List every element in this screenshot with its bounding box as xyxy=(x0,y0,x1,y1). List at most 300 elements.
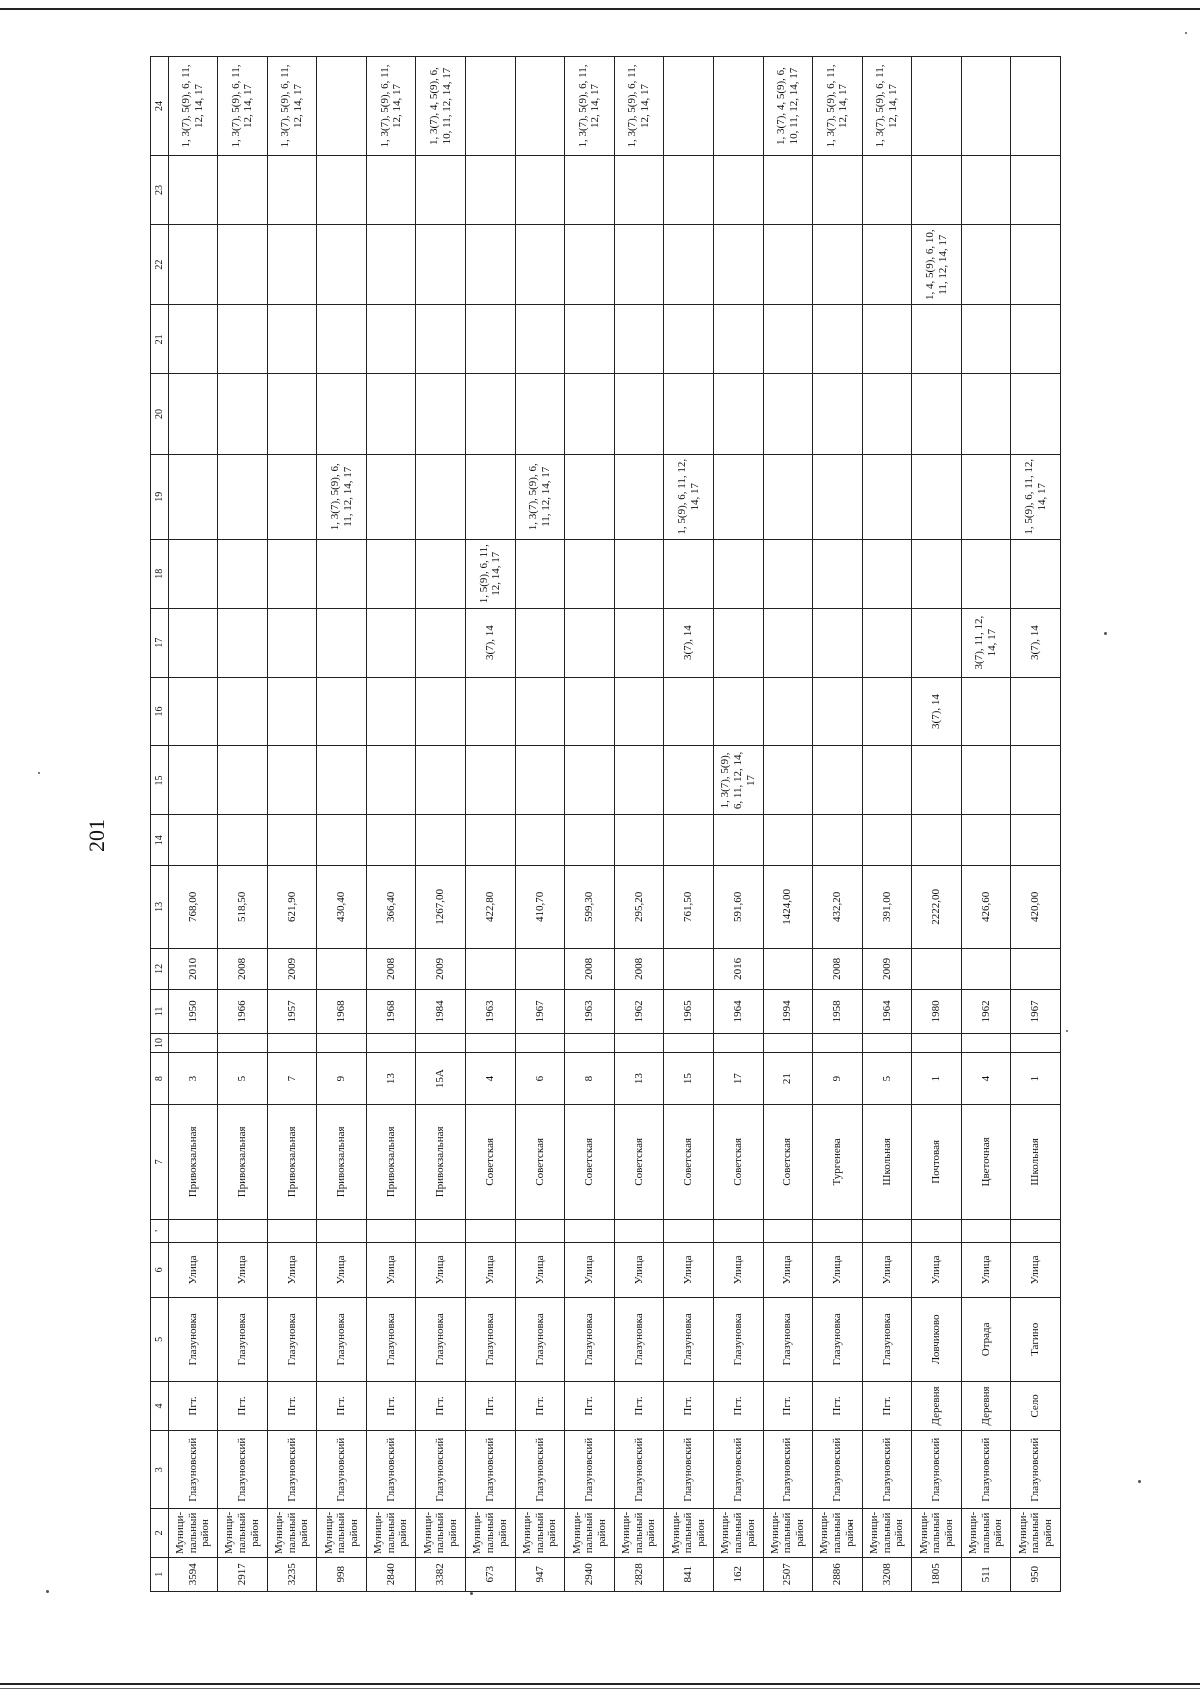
table-cell: 13 xyxy=(614,1053,664,1105)
table-cell xyxy=(1011,374,1061,454)
table-cell: Муници-пальный район xyxy=(813,1509,863,1557)
table-cell xyxy=(366,539,416,608)
table-cell: Пгт. xyxy=(862,1381,912,1430)
table-cell xyxy=(466,677,516,746)
table-cell: Муници-пальный район xyxy=(713,1509,763,1557)
table-cell xyxy=(317,815,367,866)
table-cell xyxy=(961,815,1011,866)
table-cell xyxy=(1011,746,1061,815)
table-cell: 4 xyxy=(466,1053,516,1105)
table-cell xyxy=(862,454,912,539)
table-cell xyxy=(565,746,615,815)
table-cell xyxy=(267,815,317,866)
table-cell xyxy=(813,608,863,677)
table-cell: Муници-пальный район xyxy=(1011,1509,1061,1557)
table-cell: 2886 xyxy=(813,1557,863,1591)
table-cell xyxy=(218,746,268,815)
table-cell xyxy=(813,156,863,225)
table-cell xyxy=(466,1033,516,1053)
table-cell: Улица xyxy=(713,1242,763,1297)
table-cell: 1, 5(9), 6, 11, 12, 14, 17 xyxy=(664,454,714,539)
table-cell: Привокзальная xyxy=(218,1104,268,1219)
table-cell: Глазуновский xyxy=(168,1431,218,1509)
table-cell: Глазуновский xyxy=(466,1431,516,1509)
table-cell xyxy=(366,156,416,225)
table-cell: 1962 xyxy=(961,990,1011,1034)
table-cell: Село xyxy=(1011,1381,1061,1430)
table-cell: 1965 xyxy=(664,990,714,1034)
table-cell xyxy=(664,539,714,608)
table-cell xyxy=(961,305,1011,374)
table-cell: 1, 3(7), 5(9), 6, 11, 12, 14, 17 xyxy=(515,454,565,539)
table-cell xyxy=(961,57,1011,156)
table-cell: Пгт. xyxy=(366,1381,416,1430)
table-cell: Советская xyxy=(664,1104,714,1219)
table-cell xyxy=(614,608,664,677)
table-cell: Почтовая xyxy=(912,1104,962,1219)
table-cell: Привокзальная xyxy=(416,1104,466,1219)
table-cell: Улица xyxy=(168,1242,218,1297)
table-cell: 1963 xyxy=(565,990,615,1034)
table-cell xyxy=(317,156,367,225)
table-row xyxy=(267,57,317,1592)
table-cell: 3235 xyxy=(267,1557,317,1591)
table-cell: Глазуновка xyxy=(168,1297,218,1381)
table-cell xyxy=(961,224,1011,304)
table-cell xyxy=(1011,156,1061,225)
table-cell: 591,60 xyxy=(713,865,763,948)
table-cell xyxy=(168,677,218,746)
table-cell: 9 xyxy=(813,1053,863,1105)
table-cell: Пгт. xyxy=(565,1381,615,1430)
table-cell: 511 xyxy=(961,1557,1011,1591)
table-cell xyxy=(366,815,416,866)
table-cell: Глазуновский xyxy=(1011,1431,1061,1509)
table-cell xyxy=(961,539,1011,608)
table-cell: 1, 5(9), 6, 11, 12, 14, 17 xyxy=(466,539,516,608)
table-cell xyxy=(565,454,615,539)
table-cell xyxy=(614,374,664,454)
table-cell xyxy=(813,305,863,374)
column-number-cell: 17 xyxy=(151,608,169,677)
table-cell: 5 xyxy=(218,1053,268,1105)
table-cell xyxy=(813,746,863,815)
table-cell xyxy=(416,1033,466,1053)
table-cell: 2940 xyxy=(565,1557,615,1591)
table-cell: 1967 xyxy=(1011,990,1061,1034)
scan-speck xyxy=(1066,1030,1068,1032)
table-cell xyxy=(267,224,317,304)
table-cell: 1, 3(7), 5(9), 6, 11, 12, 14, 17 xyxy=(267,57,317,156)
table-cell xyxy=(813,815,863,866)
table-cell: Улица xyxy=(664,1242,714,1297)
table-cell: Улица xyxy=(366,1242,416,1297)
table-cell xyxy=(912,1219,962,1242)
table-cell xyxy=(267,539,317,608)
bottom-rule xyxy=(0,1683,1200,1685)
table-cell xyxy=(961,374,1011,454)
table-cell xyxy=(168,224,218,304)
table-cell xyxy=(267,374,317,454)
table-cell: Муници-пальный район xyxy=(168,1509,218,1557)
column-number-cell: 10 xyxy=(151,1033,169,1053)
table-cell: 2009 xyxy=(862,948,912,989)
table-cell xyxy=(317,374,367,454)
table-cell: 1, 4, 5(9), 6, 10, 11, 12, 14, 17 xyxy=(912,224,962,304)
table-cell: 3594 xyxy=(168,1557,218,1591)
table-row xyxy=(1011,57,1061,1592)
table-cell xyxy=(218,1033,268,1053)
table-cell xyxy=(416,539,466,608)
table-cell: Муници-пальный район xyxy=(614,1509,664,1557)
table-cell: Привокзальная xyxy=(366,1104,416,1219)
table-cell xyxy=(961,156,1011,225)
table-cell xyxy=(565,1219,615,1242)
table-cell: 599,30 xyxy=(565,865,615,948)
table-cell: Школьная xyxy=(1011,1104,1061,1219)
table-cell xyxy=(218,374,268,454)
table-cell xyxy=(366,608,416,677)
column-number-cell: 18 xyxy=(151,539,169,608)
table-cell xyxy=(317,608,367,677)
table-cell: Пгт. xyxy=(267,1381,317,1430)
table-cell: Советская xyxy=(614,1104,664,1219)
table-cell xyxy=(713,608,763,677)
table-cell xyxy=(664,1033,714,1053)
table-cell xyxy=(1011,224,1061,304)
table-cell: 8 xyxy=(565,1053,615,1105)
table-cell xyxy=(466,454,516,539)
table-cell xyxy=(961,746,1011,815)
table-cell: Пгт. xyxy=(713,1381,763,1430)
table-cell: 1964 xyxy=(862,990,912,1034)
table-row xyxy=(664,57,714,1592)
table-cell: Привокзальная xyxy=(317,1104,367,1219)
table-cell: 1, 3(7), 5(9), 6, 11, 12, 14, 17 xyxy=(813,57,863,156)
column-number-cell: 13 xyxy=(151,865,169,948)
table-cell: Улица xyxy=(466,1242,516,1297)
table-cell xyxy=(267,1219,317,1242)
table-cell: Советская xyxy=(763,1104,813,1219)
table-cell xyxy=(218,156,268,225)
table-cell xyxy=(813,374,863,454)
table-cell: 295,20 xyxy=(614,865,664,948)
table-cell: Глазуновка xyxy=(317,1297,367,1381)
table-cell xyxy=(515,608,565,677)
table-cell: Глазуновский xyxy=(763,1431,813,1509)
table-cell xyxy=(713,57,763,156)
table-cell xyxy=(565,224,615,304)
table-cell: 768,00 xyxy=(168,865,218,948)
table-cell: Глазуновский xyxy=(565,1431,615,1509)
table-cell xyxy=(466,815,516,866)
table-cell: 3(7), 14 xyxy=(664,608,714,677)
table-cell: 1950 xyxy=(168,990,218,1034)
scan-speck xyxy=(38,772,40,774)
table-cell: 950 xyxy=(1011,1557,1061,1591)
top-rule xyxy=(0,8,1200,10)
table-cell: 3 xyxy=(168,1053,218,1105)
table-cell xyxy=(168,815,218,866)
table-cell xyxy=(763,815,813,866)
table-cell xyxy=(961,1219,1011,1242)
table-cell: 162 xyxy=(713,1557,763,1591)
table-cell: 2008 xyxy=(614,948,664,989)
table-cell xyxy=(168,305,218,374)
table-cell xyxy=(862,815,912,866)
table-row xyxy=(366,57,416,1592)
table-cell: Пгт. xyxy=(168,1381,218,1430)
table-cell: 1967 xyxy=(515,990,565,1034)
table-cell xyxy=(565,1033,615,1053)
table-cell xyxy=(416,224,466,304)
table-cell: 1, 5(9), 6, 11, 12, 14, 17 xyxy=(1011,454,1061,539)
table-cell xyxy=(664,948,714,989)
table-cell xyxy=(168,608,218,677)
column-number-cell: 1 xyxy=(151,1557,169,1591)
table-cell xyxy=(713,539,763,608)
table-cell: Глазуновский xyxy=(862,1431,912,1509)
table-cell xyxy=(267,677,317,746)
register-table-body xyxy=(151,57,1061,1592)
column-number-cell: ' xyxy=(151,1219,169,1242)
table-row xyxy=(763,57,813,1592)
table-cell: 1, 3(7), 5(9), 6, 11, 12, 14, 17 xyxy=(366,57,416,156)
table-cell xyxy=(713,224,763,304)
table-cell xyxy=(267,305,317,374)
table-cell: Глазуновка xyxy=(416,1297,466,1381)
table-cell: Улица xyxy=(565,1242,615,1297)
table-cell: Пгт. xyxy=(466,1381,516,1430)
table-cell: 3(7), 14 xyxy=(1011,608,1061,677)
column-number-cell: 24 xyxy=(151,57,169,156)
table-cell: Улица xyxy=(317,1242,367,1297)
table-cell: 761,50 xyxy=(664,865,714,948)
table-cell: Глазуновский xyxy=(912,1431,962,1509)
table-cell xyxy=(862,1033,912,1053)
table-cell xyxy=(664,677,714,746)
table-cell: 1984 xyxy=(416,990,466,1034)
table-cell: Муници-пальный район xyxy=(317,1509,367,1557)
table-cell xyxy=(218,608,268,677)
table-cell: Пгт. xyxy=(317,1381,367,1430)
scan-speck xyxy=(1104,632,1107,635)
table-cell: 15 xyxy=(664,1053,714,1105)
table-cell: Муници-пальный район xyxy=(912,1509,962,1557)
table-cell: 1 xyxy=(1011,1053,1061,1105)
table-row xyxy=(565,57,615,1592)
table-cell xyxy=(1011,305,1061,374)
table-cell: Глазуновский xyxy=(614,1431,664,1509)
table-cell: 7 xyxy=(267,1053,317,1105)
table-cell xyxy=(763,539,813,608)
table-cell xyxy=(862,539,912,608)
table-row xyxy=(862,57,912,1592)
rotated-table-wrapper xyxy=(150,56,1061,1592)
table-cell xyxy=(862,1219,912,1242)
table-cell: Глазуновка xyxy=(515,1297,565,1381)
table-cell: 1, 3(7), 5(9), 6, 11, 12, 14, 17 xyxy=(218,57,268,156)
table-cell: 21 xyxy=(763,1053,813,1105)
table-cell xyxy=(218,539,268,608)
table-cell xyxy=(664,57,714,156)
table-cell xyxy=(466,156,516,225)
column-number-cell: 3 xyxy=(151,1431,169,1509)
table-cell xyxy=(813,677,863,746)
table-cell: Ловчиково xyxy=(912,1297,962,1381)
table-cell xyxy=(366,1219,416,1242)
table-cell: Муници-пальный район xyxy=(515,1509,565,1557)
table-cell xyxy=(614,677,664,746)
table-cell xyxy=(912,57,962,156)
table-cell: 2828 xyxy=(614,1557,664,1591)
table-cell: 1963 xyxy=(466,990,516,1034)
table-cell xyxy=(713,815,763,866)
table-cell xyxy=(267,1033,317,1053)
table-cell xyxy=(912,156,962,225)
table-cell xyxy=(466,305,516,374)
table-cell: 366,40 xyxy=(366,865,416,948)
table-cell: 420,00 xyxy=(1011,865,1061,948)
table-cell: 1962 xyxy=(614,990,664,1034)
table-cell: Улица xyxy=(763,1242,813,1297)
table-cell xyxy=(614,305,664,374)
table-cell: Улица xyxy=(515,1242,565,1297)
table-cell xyxy=(763,948,813,989)
table-cell: 1, 3(7), 5(9), 6, 11, 12, 14, 17 xyxy=(565,57,615,156)
table-cell xyxy=(862,305,912,374)
table-cell: 1, 3(7), 5(9), 6, 11, 12, 14, 17 xyxy=(317,454,367,539)
table-cell: 426,60 xyxy=(961,865,1011,948)
column-number-row xyxy=(151,57,169,1592)
table-cell: 2009 xyxy=(416,948,466,989)
table-cell xyxy=(466,374,516,454)
table-cell: Улица xyxy=(813,1242,863,1297)
table-cell: 2009 xyxy=(267,948,317,989)
table-cell: Школьная xyxy=(862,1104,912,1219)
table-cell xyxy=(664,815,714,866)
table-cell: Пгт. xyxy=(664,1381,714,1430)
table-cell: Отрада xyxy=(961,1297,1011,1381)
table-cell xyxy=(218,224,268,304)
table-cell xyxy=(912,948,962,989)
scan-speck xyxy=(1138,1480,1141,1483)
table-cell xyxy=(317,224,367,304)
table-cell xyxy=(416,746,466,815)
table-cell: Глазуновка xyxy=(565,1297,615,1381)
table-cell xyxy=(317,948,367,989)
table-cell: Тургенева xyxy=(813,1104,863,1219)
table-cell: 432,20 xyxy=(813,865,863,948)
table-cell xyxy=(862,224,912,304)
table-cell: Пгт. xyxy=(515,1381,565,1430)
table-cell xyxy=(366,1033,416,1053)
table-cell: Муници-пальный район xyxy=(366,1509,416,1557)
table-cell: 841 xyxy=(664,1557,714,1591)
table-cell xyxy=(466,1219,516,1242)
table-cell: Глазуновский xyxy=(267,1431,317,1509)
table-cell: Глазуновка xyxy=(267,1297,317,1381)
table-cell: 3382 xyxy=(416,1557,466,1591)
table-cell: Муници-пальный район xyxy=(267,1509,317,1557)
table-cell xyxy=(961,948,1011,989)
table-cell xyxy=(565,374,615,454)
table-cell xyxy=(218,454,268,539)
table-cell: Глазуновка xyxy=(466,1297,516,1381)
table-cell xyxy=(515,57,565,156)
table-cell xyxy=(565,305,615,374)
table-row xyxy=(218,57,268,1592)
table-cell: Муници-пальный район xyxy=(961,1509,1011,1557)
table-cell xyxy=(218,677,268,746)
table-cell: Муници-пальный район xyxy=(862,1509,912,1557)
table-cell: 1968 xyxy=(366,990,416,1034)
table-cell xyxy=(317,57,367,156)
table-cell: 3(7), 11, 12, 14, 17 xyxy=(961,608,1011,677)
table-cell: Глазуновский xyxy=(813,1431,863,1509)
table-cell xyxy=(267,454,317,539)
table-cell: Советская xyxy=(466,1104,516,1219)
table-cell: 1994 xyxy=(763,990,813,1034)
table-cell xyxy=(515,815,565,866)
table-cell xyxy=(565,815,615,866)
table-cell xyxy=(565,677,615,746)
table-cell: Глазуновка xyxy=(763,1297,813,1381)
table-cell: 3(7), 14 xyxy=(466,608,516,677)
table-cell xyxy=(614,539,664,608)
table-cell: 5 xyxy=(862,1053,912,1105)
table-cell: Тагино xyxy=(1011,1297,1061,1381)
table-cell xyxy=(317,305,367,374)
table-cell: Глазуновка xyxy=(218,1297,268,1381)
table-cell: Глазуновка xyxy=(862,1297,912,1381)
table-cell: Пгт. xyxy=(614,1381,664,1430)
table-cell xyxy=(366,374,416,454)
table-cell xyxy=(1011,1219,1061,1242)
table-cell xyxy=(1011,948,1061,989)
table-cell: 2008 xyxy=(366,948,416,989)
table-cell xyxy=(317,1033,367,1053)
column-number-cell: 12 xyxy=(151,948,169,989)
table-cell xyxy=(168,374,218,454)
table-cell: Глазуновка xyxy=(713,1297,763,1381)
table-cell xyxy=(763,1219,813,1242)
table-cell xyxy=(713,374,763,454)
table-cell: 2016 xyxy=(713,948,763,989)
table-cell: 2917 xyxy=(218,1557,268,1591)
table-cell: 1, 3(7), 4, 5(9), 6, 10, 11, 12, 14, 17 xyxy=(763,57,813,156)
table-cell xyxy=(961,677,1011,746)
table-cell: Глазуновка xyxy=(614,1297,664,1381)
table-cell: 15А xyxy=(416,1053,466,1105)
table-cell: Глазуновский xyxy=(713,1431,763,1509)
table-cell: 13 xyxy=(366,1053,416,1105)
table-cell: 2222,00 xyxy=(912,865,962,948)
table-cell: 410,70 xyxy=(515,865,565,948)
table-cell: Улица xyxy=(1011,1242,1061,1297)
table-cell: Муници-пальный район xyxy=(565,1509,615,1557)
table-cell: 947 xyxy=(515,1557,565,1591)
table-row xyxy=(614,57,664,1592)
table-cell: 1 xyxy=(912,1053,962,1105)
column-number-cell: 19 xyxy=(151,454,169,539)
table-cell xyxy=(763,305,813,374)
table-cell xyxy=(1011,677,1061,746)
table-cell xyxy=(317,746,367,815)
table-row xyxy=(912,57,962,1592)
table-cell xyxy=(862,156,912,225)
table-cell: Пгт. xyxy=(813,1381,863,1430)
